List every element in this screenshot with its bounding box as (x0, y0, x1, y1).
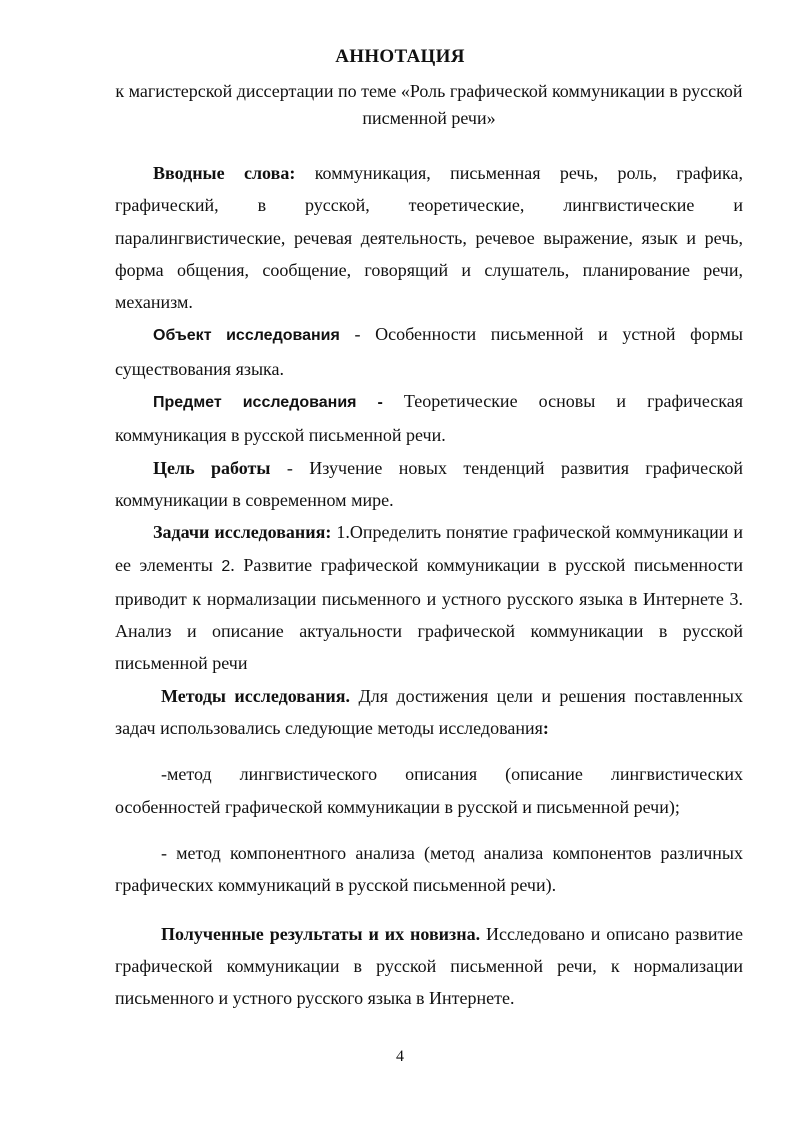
object-paragraph (115, 318, 743, 385)
methods-colon: : (542, 718, 549, 739)
page-subtitle: к магистерской диссертации по теме «Роль графической коммуникации в русской писменной речи» (115, 81, 743, 128)
page-number: 4 (396, 1048, 404, 1065)
method-item-2: - метод компонентного анализа (метод анализа компонентов различных графических коммуникаций в русской письменной речи). (115, 842, 743, 896)
subject-paragraph (115, 385, 743, 452)
results-label: Полученные результаты и их новизна. (161, 923, 481, 944)
tasks-text-b: . Развитие графической коммуникации в русской письменности приводит к нормализации письменного и устного русского языка в Интернете 3. Анализ и описание актуальности графической коммуникации в русской письменной речи (115, 554, 743, 674)
methods-text: Для достижения цели и решения поставленных задач использовались следующие методы исследования (115, 685, 743, 739)
results-text: Исследовано и описано развитие графической коммуникации в русской письменной речи, к нормализации письменного и устного русского языка в Интернете. (115, 923, 743, 1009)
method-item-1: -метод лингвистического описания (описание лингвистических особенностей графической коммуникации в русской и письменной речи); (115, 764, 743, 817)
tasks-paragraph (115, 516, 743, 679)
tasks-text-a: 1.Определить понятие графической коммуникации и ее элементы (115, 522, 743, 575)
tasks-number-2: 2 (221, 557, 231, 575)
object-label: Объект исследования (153, 327, 340, 345)
object-text: - Особенности письменной и устной формы существования языка. (115, 324, 743, 379)
goal-label: Цель работы (153, 457, 271, 478)
results-paragraph (115, 918, 743, 1015)
keywords-label: Вводные слова: (153, 163, 296, 183)
subject-label: Предмет исследования - (153, 394, 383, 412)
subject-text: Теоретические основы и графическая коммуникация в русской письменной речи. (115, 391, 743, 446)
page-title: АННОТАЦИЯ (335, 46, 465, 67)
goal-text: - Изучение новых тенденций развития графической коммуникации в современном мире. (115, 457, 743, 510)
methods-paragraph (115, 680, 743, 745)
methods-label: Методы исследования. (161, 685, 350, 706)
keywords-paragraph (115, 157, 743, 318)
tasks-label: Задачи исследования: (153, 522, 332, 543)
goal-paragraph (115, 452, 743, 517)
annotation-body (115, 157, 743, 1014)
keywords-text: коммуникация, письменная речь, роль, графика, графический, в русской, теоретические, лингвистические и паралингвистические, речевая деятельность, речевое выражение, язык и речь, форма общения, сообщение, говорящий и слушатель, планирование речи, механизм. (115, 163, 743, 313)
